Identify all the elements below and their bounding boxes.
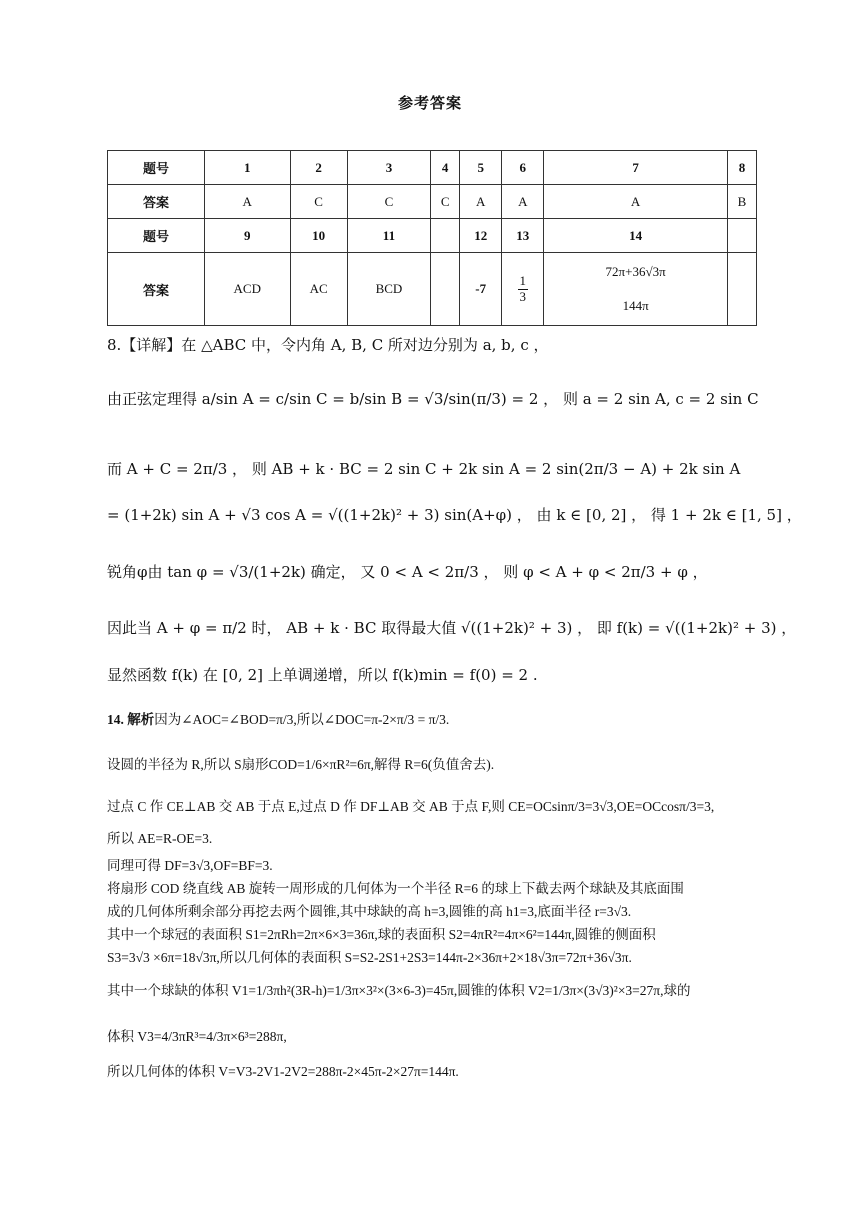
table-cell: C [290,185,347,219]
table-cell: B [727,185,756,219]
table-cell: -7 [460,253,502,326]
q14-line-4: 所以 AE=R-OE=3. [107,831,213,846]
q8-line-7: 显然函数 f(k) 在 [0, 2] 上单调递增，所以 f(k)min = f(0) = 2 . [107,666,538,684]
table-cell: 8 [727,151,756,185]
table-cell: A [544,185,728,219]
table-cell: BCD [347,253,430,326]
row-header: 题号 [108,151,205,185]
table-cell: 9 [205,219,291,253]
table-cell-q14 [544,253,728,326]
row-header: 题号 [108,219,205,253]
table-cell: C [347,185,430,219]
table-cell: A [502,185,544,219]
q8-line-1: 8.【详解】在 △ABC 中，令内角 A, B, C 所对边分别为 a, b, c ， [107,336,549,354]
table-cell: 10 [290,219,347,253]
q14-line-1: 14. 解析因为∠AOC=∠BOD=π/3,所以∠DOC=π-2×π/3 = π/3. [107,712,450,727]
q14-line-2: 设圆的半径为 R,所以 S扇形COD=1/6×πR²=6π,解得 R=6(负值舍去). [107,757,495,772]
q14-line-8: 其中一个球冠的表面积 S1=2πRh=2π×6×3=36π,球的表面积 S2=4πR²=4π×6²=144π,圆锥的侧面积 [107,927,656,942]
table-cell: A [205,185,291,219]
table-cell: 4 [431,151,460,185]
fraction-numerator: 1 [519,273,527,289]
table-cell [431,253,460,326]
q14-label: 14. 解析 [107,712,155,727]
table-cell: AC [290,253,347,326]
table-cell: 3 [347,151,430,185]
table-cell: ACD [205,253,291,326]
q14-line-7: 成的几何体所剩余部分再挖去两个圆锥,其中球缺的高 h=3,圆锥的高 h1=3,底面半径 r=3√3. [107,904,632,919]
q14-line-12: 所以几何体的体积 V=V3-2V1-2V2=288π-2×45π-2×27π=144π. [107,1064,459,1079]
table-cell: 13 [502,219,544,253]
row-header: 答案 [108,185,205,219]
table-row [108,219,757,253]
q8-line-5: 锐角φ由 tan φ = √3/(1+2k) 确定， 又 0 < A < 2π/3 ， 则 φ < A + φ < 2π/3 + φ ， [107,563,708,581]
q14-answer-1: 72π+36√3π [605,264,666,279]
table-cell: 11 [347,219,430,253]
table-cell: 6 [502,151,544,185]
table-row [108,185,757,219]
answer-table [107,150,757,326]
table-row [108,151,757,185]
table-row [108,253,757,326]
q14-line-9: S3=3√3 ×6π=18√3π,所以几何体的表面积 S=S2-2S1+2S3=144π-2×36π+2×18√3π=72π+36√3π. [107,950,632,965]
table-cell-fraction [502,253,544,326]
q14-line-6: 将扇形 COD 绕直线 AB 旋转一周形成的几何体为一个半径 R=6 的球上下截去两个球缺及其底面围 [107,881,684,896]
table-cell: 2 [290,151,347,185]
table-cell: C [431,185,460,219]
q14-line-10: 其中一个球缺的体积 V1=1/3πh²(3R-h)=1/3π×3²×(3×6-3)=45π,圆锥的体积 V2=1/3π×(3√3)²×3=27π,球的 [107,983,691,998]
fraction [518,274,529,304]
table-cell: 7 [544,151,728,185]
q8-line-2: 由正弦定理得 a/sin A = c/sin C = b/sin B = √3/sin(π/3) = 2 ， 则 a = 2 sin A, c = 2 sin C [107,390,759,408]
table-cell: 14 [544,219,728,253]
table-cell: 5 [460,151,502,185]
table-cell: 1 [205,151,291,185]
q14-line-3: 过点 C 作 CE⊥AB 交 AB 于点 E,过点 D 作 DF⊥AB 交 AB 于点 F,则 CE=OCsinπ/3=3√3,OE=OCcosπ/3=3, [107,799,715,814]
table-cell: A [460,185,502,219]
q8-line-3: 而 A + C = 2π/3 ， 则 AB + k · BC = 2 sin C + 2k sin A = 2 sin(2π/3 − A) + 2k sin A [107,460,741,478]
q14-line-11: 体积 V3=4/3πR³=4/3π×6³=288π, [107,1029,287,1044]
fraction-denominator: 3 [519,288,527,304]
table-cell [727,219,756,253]
q8-line-4: = (1+2k) sin A + √3 cos A = √((1+2k)² + 3) sin(A+φ) ， 由 k ∈ [0, 2] ， 得 1 + 2k ∈ [1, 5] ， [107,506,802,524]
row-header: 答案 [108,253,205,326]
table-cell: 12 [460,219,502,253]
table-cell [431,219,460,253]
table-cell [727,253,756,326]
page-title: 参考答案 [397,94,462,112]
q14-line-5: 同理可得 DF=3√3,OF=BF=3. [107,858,273,873]
q8-line-6: 因此当 A + φ = π/2 时， AB + k · BC 取得最大值 √((1+2k)² + 3) ， 即 f(k) = √((1+2k)² + 3) ， [107,619,797,637]
q14-answer-2: 144π [622,298,649,313]
